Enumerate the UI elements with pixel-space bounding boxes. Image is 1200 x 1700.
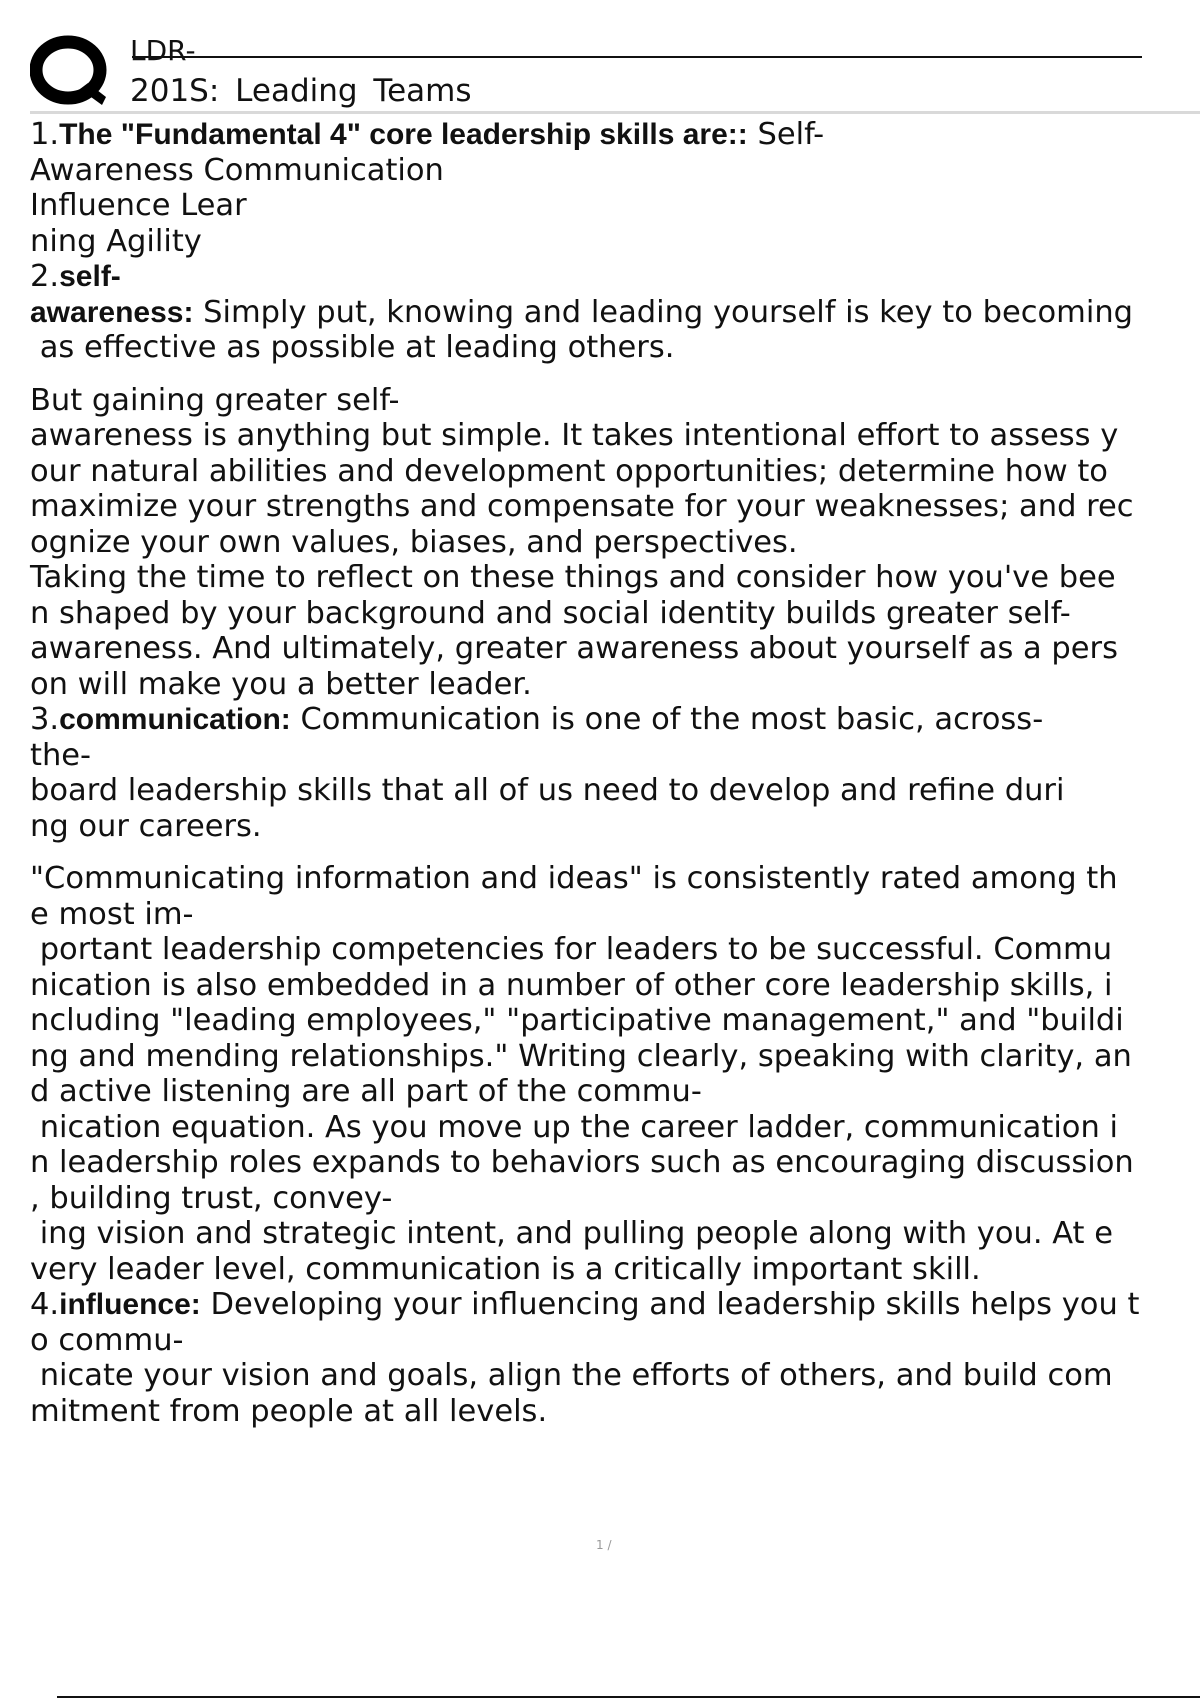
item-3-line: nication equation. As you move up the career ladder, communication i [30, 1109, 1118, 1145]
item-2-line: n shaped by your background and social identity builds greater self- [30, 595, 1071, 631]
item-1-text: Self- [747, 117, 825, 152]
item-3-term: communication: [59, 703, 291, 736]
item-2-line: our natural abilities and development opportunities; determine how to [30, 453, 1108, 489]
item-4-term: influence: [59, 1288, 201, 1321]
item-4-line [30, 1287, 1200, 1323]
item-3-line: the- [30, 737, 92, 773]
item-2-line: ognize your own values, biases, and perspectives. [30, 524, 798, 560]
item-1-line [30, 117, 1200, 153]
item-2-line: on will make you a better leader. [30, 666, 532, 702]
item-2-number: 2. [30, 259, 60, 294]
item-3-line: ng and mending relationships." Writing clearly, speaking with clarity, an [30, 1038, 1132, 1074]
item-3-line: n leadership roles expands to behaviors such as encouraging discussion [30, 1145, 1134, 1180]
item-4-line: o commu- [30, 1322, 184, 1358]
page-number: 1 / [596, 1538, 612, 1552]
item-4-text: Developing your influencing and leadership skills helps you t [200, 1287, 1140, 1322]
item-4-line: mitment from people at all levels. [30, 1393, 548, 1429]
item-1-line: Awareness Communication [30, 152, 444, 188]
item-4-number: 4. [30, 1287, 60, 1322]
header-rule [132, 56, 1142, 58]
item-2-line: maximize your strengths and compensate for your weaknesses; and rec [30, 489, 1134, 524]
header-divider [30, 111, 1200, 114]
item-3-text: Communication is one of the most basic, across- [290, 702, 1044, 737]
item-3-number: 3. [30, 702, 60, 737]
item-2-line: awareness. And ultimately, greater awareness about yourself as a pers [30, 631, 1118, 666]
flashcard-content [30, 117, 1200, 1429]
item-1-line: Influence Lear [30, 188, 247, 223]
item-2-line [30, 295, 1200, 331]
item-1-term: The "Fundamental 4" core leadership skills are:: [59, 118, 748, 151]
item-3-line: ng our careers. [30, 808, 262, 844]
course-title: 201S: Leading Teams [130, 73, 472, 109]
item-2-text: Simply put, knowing and leading yourself is key to becoming [193, 294, 1134, 330]
item-2-line: Taking the time to reflect on these things and consider how you've bee [30, 560, 1116, 595]
footer-rule [57, 1696, 1200, 1698]
item-3-line: board leadership skills that all of us need to develop and refine duri [30, 773, 1065, 808]
item-3-line: ing vision and strategic intent, and pulling people along with you. At e [30, 1216, 1113, 1251]
paragraph-gap [30, 844, 1200, 861]
item-3-line: portant leadership competencies for leaders to be successful. Commu [30, 932, 1113, 967]
item-3-line: very leader level, communication is a critically important skill. [30, 1251, 981, 1287]
item-3-line: "Communicating information and ideas" is consistently rated among th [30, 861, 1118, 896]
item-2-term: self- [59, 260, 121, 293]
item-1-number: 1. [30, 117, 60, 152]
item-3-line: ncluding "leading employees," "participative management," and "buildi [30, 1003, 1124, 1038]
item-1-line: ning Agility [30, 223, 202, 259]
item-2-term: awareness: [30, 295, 194, 329]
item-2-line: But gaining greater self- [30, 382, 400, 418]
item-3-line: d active listening are all part of the commu- [30, 1074, 702, 1109]
item-3-line [30, 702, 1200, 738]
item-2-line: awareness is anything but simple. It takes intentional effort to assess y [30, 418, 1119, 453]
q-logo-icon [30, 33, 108, 108]
item-2-line: as effective as possible at leading others. [30, 330, 675, 365]
item-3-line: e most im- [30, 896, 194, 932]
item-3-line: nication is also embedded in a number of other core leadership skills, i [30, 967, 1113, 1003]
item-3-line: , building trust, convey- [30, 1180, 393, 1216]
paragraph-gap [30, 366, 1200, 383]
course-code: LDR- [130, 34, 196, 67]
item-2-line [30, 259, 1200, 295]
item-4-line: nicate your vision and goals, align the efforts of others, and build com [30, 1358, 1113, 1393]
